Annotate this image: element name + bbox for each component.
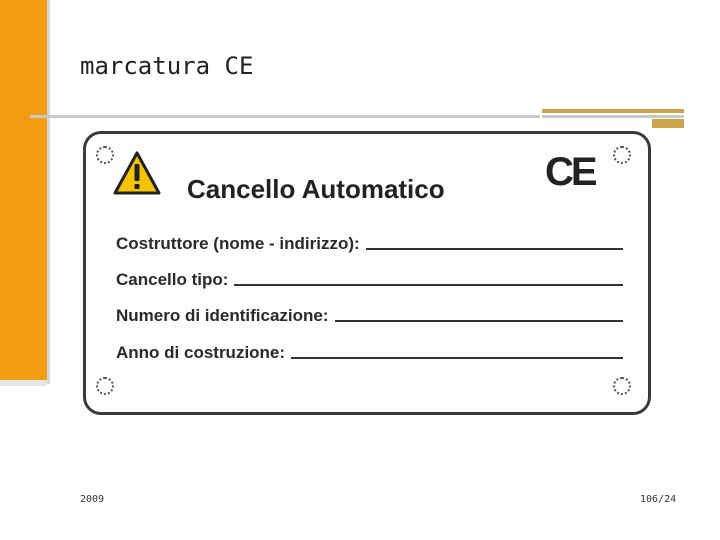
slide-title: marcatura CE bbox=[80, 52, 254, 80]
field-label: Anno di costruzione: bbox=[116, 343, 286, 362]
screw-icon bbox=[613, 146, 631, 164]
field-construction-year bbox=[116, 339, 623, 363]
fill-in-line bbox=[335, 320, 623, 322]
field-label: Cancello tipo: bbox=[116, 270, 229, 289]
title-divider bbox=[30, 115, 540, 118]
fill-in-line bbox=[366, 248, 623, 250]
screw-icon bbox=[613, 377, 631, 395]
field-identification-number bbox=[116, 302, 623, 326]
divider-accent-block bbox=[652, 119, 684, 128]
page-number: 106/24 bbox=[640, 494, 677, 505]
ce-mark-logo: CE bbox=[545, 150, 595, 194]
fill-in-line bbox=[234, 284, 623, 286]
divider-accent-mid bbox=[542, 115, 684, 118]
screw-icon bbox=[96, 377, 114, 395]
field-label: Costruttore (nome - indirizzo): bbox=[116, 234, 360, 253]
field-manufacturer bbox=[116, 230, 623, 254]
side-accent-bar bbox=[0, 0, 47, 384]
footer-year: 2009 bbox=[80, 494, 105, 505]
divider-accent-top bbox=[542, 109, 684, 113]
field-gate-type bbox=[116, 266, 623, 290]
warning-triangle-icon bbox=[112, 150, 162, 196]
field-label: Numero di identificazione: bbox=[116, 306, 329, 325]
side-bar-shadow bbox=[47, 0, 50, 384]
fill-in-line bbox=[291, 357, 623, 359]
side-bar-foot bbox=[0, 380, 47, 386]
nameplate-title: Cancello Automatico bbox=[187, 174, 445, 204]
